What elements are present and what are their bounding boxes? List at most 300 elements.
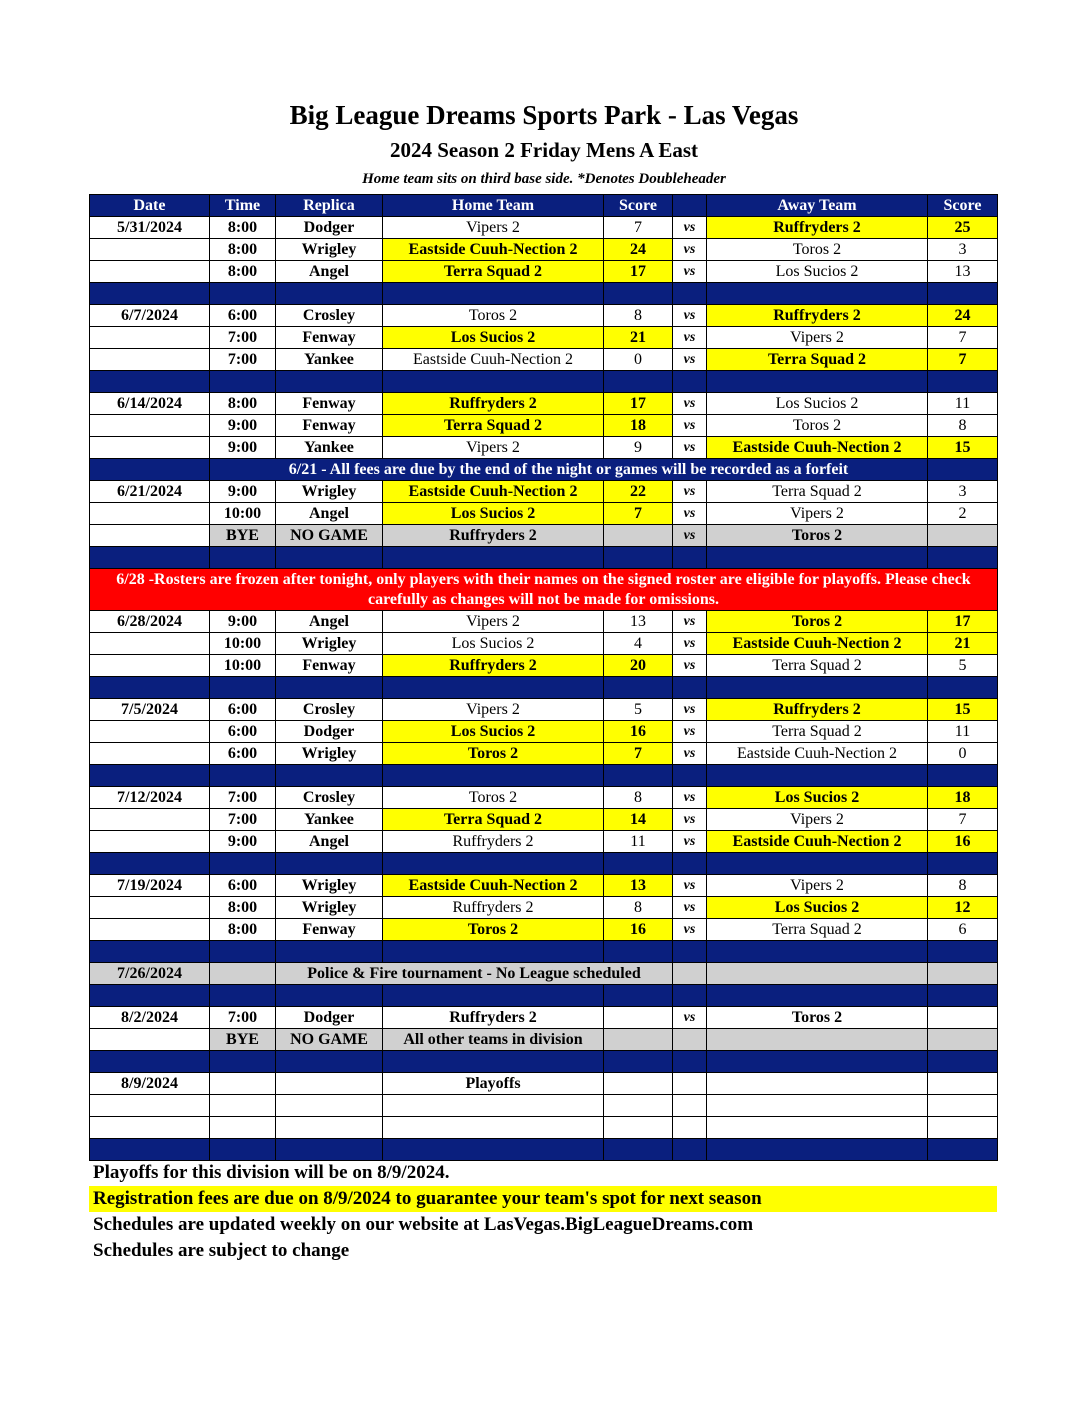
away-score-cell (928, 1007, 998, 1029)
game-row (90, 437, 998, 459)
home-score-cell: 7 (604, 503, 673, 525)
week-separator (90, 853, 998, 875)
home-score-cell: 17 (604, 393, 673, 415)
home-team-cell: Ruffryders 2 (383, 393, 604, 415)
separator-cell (276, 985, 383, 1007)
week-separator (90, 283, 998, 305)
replica-cell: Fenway (276, 655, 383, 677)
separator-cell (90, 547, 210, 569)
separator-cell (673, 371, 707, 393)
time-cell: 8:00 (210, 217, 276, 239)
time-cell: 8:00 (210, 897, 276, 919)
date-cell (90, 721, 210, 743)
separator-cell (604, 765, 673, 787)
page-title: Big League Dreams Sports Park - Las Vegas (289, 100, 799, 130)
away-team-cell: Los Sucios 2 (707, 897, 928, 919)
date-cell: 6/21/2024 (90, 481, 210, 503)
separator-cell (928, 371, 998, 393)
away-team-cell: Terra Squad 2 (707, 481, 928, 503)
replica-cell: Dodger (276, 217, 383, 239)
date-cell (90, 239, 210, 261)
date-cell: 6/14/2024 (90, 393, 210, 415)
away-team-cell: Toros 2 (707, 239, 928, 261)
time-cell: 9:00 (210, 831, 276, 853)
home-team-cell: Vipers 2 (383, 437, 604, 459)
vs-cell (673, 1117, 707, 1139)
date-cell (90, 415, 210, 437)
home-team-cell: Los Sucios 2 (383, 633, 604, 655)
home-score-cell (604, 1095, 673, 1117)
vs-cell: vs (673, 415, 707, 437)
away-team-cell: Terra Squad 2 (707, 349, 928, 371)
away-team-cell: Toros 2 (707, 611, 928, 633)
home-score-cell: 24 (604, 239, 673, 261)
vs-cell (673, 963, 707, 985)
game-row (90, 699, 998, 721)
time-cell (210, 963, 276, 985)
time-cell: 10:00 (210, 655, 276, 677)
away-score-cell: 12 (928, 897, 998, 919)
time-cell: 9:00 (210, 415, 276, 437)
home-score-cell: 4 (604, 633, 673, 655)
home-team-cell: Los Sucios 2 (383, 503, 604, 525)
week-separator (90, 547, 998, 569)
vs-cell: vs (673, 349, 707, 371)
away-score-cell (928, 1029, 998, 1051)
replica-cell: Fenway (276, 327, 383, 349)
vs-cell: vs (673, 525, 707, 547)
game-row (90, 743, 998, 765)
separator-cell (210, 1051, 276, 1073)
home-score-cell: 16 (604, 919, 673, 941)
away-score-cell: 17 (928, 611, 998, 633)
home-team-cell: Vipers 2 (383, 611, 604, 633)
time-cell: 8:00 (210, 239, 276, 261)
home-team-cell: Vipers 2 (383, 217, 604, 239)
game-row (90, 721, 998, 743)
footer-website: Schedules are updated weekly on our website at LasVegas.BigLeagueDreams.com (93, 1214, 754, 1235)
separator-cell (276, 283, 383, 305)
home-team-cell: Ruffryders 2 (383, 525, 604, 547)
separator-cell (276, 1051, 383, 1073)
footer-registration: Registration fees are due on 8/9/2024 to guarantee your team's spot for next season (89, 1186, 997, 1212)
week-separator (90, 985, 998, 1007)
separator-cell (707, 985, 928, 1007)
separator-cell (210, 941, 276, 963)
separator-cell (383, 985, 604, 1007)
time-cell (210, 1095, 276, 1117)
separator-cell (673, 1139, 707, 1161)
away-team-cell: Los Sucios 2 (707, 393, 928, 415)
away-score-cell: 7 (928, 349, 998, 371)
date-cell (90, 261, 210, 283)
home-score-cell (604, 1073, 673, 1095)
separator-cell (928, 765, 998, 787)
away-score-cell: 25 (928, 217, 998, 239)
replica-cell: Yankee (276, 809, 383, 831)
date-cell (90, 809, 210, 831)
home-score-cell: 8 (604, 305, 673, 327)
week-separator (90, 371, 998, 393)
vs-cell: vs (673, 809, 707, 831)
replica-cell: Angel (276, 611, 383, 633)
game-row (90, 809, 998, 831)
separator-cell (210, 547, 276, 569)
separator-cell (707, 677, 928, 699)
separator-cell (383, 371, 604, 393)
separator-cell (90, 1051, 210, 1073)
vs-cell: vs (673, 437, 707, 459)
separator-cell (210, 371, 276, 393)
home-score-cell: 9 (604, 437, 673, 459)
separator-cell (383, 547, 604, 569)
vs-cell: vs (673, 327, 707, 349)
away-team-cell (707, 1029, 928, 1051)
separator-cell (604, 283, 673, 305)
vs-cell: vs (673, 481, 707, 503)
separator-cell (928, 1139, 998, 1161)
separator-cell (90, 371, 210, 393)
vs-cell: vs (673, 633, 707, 655)
game-row (90, 1095, 998, 1117)
game-row (90, 655, 998, 677)
home-team-cell: Eastside Cuuh-Nection 2 (383, 349, 604, 371)
away-team-cell: Terra Squad 2 (707, 721, 928, 743)
home-team-cell (383, 1117, 604, 1139)
separator-cell (673, 765, 707, 787)
alert-row (90, 569, 998, 611)
week-separator (90, 941, 998, 963)
home-team-cell: Playoffs (383, 1073, 604, 1095)
away-score-cell: 3 (928, 481, 998, 503)
date-cell: 8/9/2024 (90, 1073, 210, 1095)
vs-cell (673, 1073, 707, 1095)
replica-cell (276, 1117, 383, 1139)
replica-cell: NO GAME (276, 525, 383, 547)
vs-cell: vs (673, 875, 707, 897)
game-row (90, 875, 998, 897)
vs-cell: vs (673, 897, 707, 919)
home-team-cell: Toros 2 (383, 743, 604, 765)
game-row (90, 831, 998, 853)
home-score-cell: 11 (604, 831, 673, 853)
replica-cell: Crosley (276, 305, 383, 327)
time-cell (210, 1117, 276, 1139)
away-team-cell: Ruffryders 2 (707, 217, 928, 239)
separator-cell (707, 371, 928, 393)
away-score-cell: 16 (928, 831, 998, 853)
separator-cell (276, 1139, 383, 1161)
separator-cell (210, 853, 276, 875)
vs-cell: vs (673, 1007, 707, 1029)
home-score-cell: 7 (604, 217, 673, 239)
separator-cell (210, 677, 276, 699)
header-replica: Replica (276, 195, 383, 217)
replica-cell: Crosley (276, 787, 383, 809)
away-score-cell: 6 (928, 919, 998, 941)
away-score-cell: 15 (928, 699, 998, 721)
date-cell: 6/7/2024 (90, 305, 210, 327)
time-cell: 7:00 (210, 1007, 276, 1029)
game-row (90, 919, 998, 941)
date-cell: 5/31/2024 (90, 217, 210, 239)
date-cell: 7/5/2024 (90, 699, 210, 721)
replica-cell: Wrigley (276, 633, 383, 655)
away-score-cell (928, 1095, 998, 1117)
separator-cell (707, 1051, 928, 1073)
replica-cell: Dodger (276, 721, 383, 743)
schedule-note: Home team sits on third base side. *Denotes Doubleheader (362, 171, 726, 187)
away-team-cell: Los Sucios 2 (707, 787, 928, 809)
separator-cell (707, 547, 928, 569)
time-cell: 10:00 (210, 503, 276, 525)
home-score-cell: 7 (604, 743, 673, 765)
home-score-cell: 13 (604, 875, 673, 897)
time-cell: 6:00 (210, 305, 276, 327)
replica-cell: Fenway (276, 919, 383, 941)
replica-cell: Yankee (276, 437, 383, 459)
home-team-cell: All other teams in division (383, 1029, 604, 1051)
week-separator (90, 1139, 998, 1161)
no-league-text: Police & Fire tournament - No League scheduled (276, 963, 673, 985)
separator-cell (928, 283, 998, 305)
notice-cell (928, 459, 998, 481)
time-cell (210, 1073, 276, 1095)
date-cell: 8/2/2024 (90, 1007, 210, 1029)
separator-cell (673, 283, 707, 305)
away-team-cell: Ruffryders 2 (707, 305, 928, 327)
vs-cell: vs (673, 743, 707, 765)
vs-cell: vs (673, 305, 707, 327)
home-team-cell: Terra Squad 2 (383, 261, 604, 283)
separator-cell (673, 985, 707, 1007)
separator-cell (707, 283, 928, 305)
separator-cell (276, 765, 383, 787)
away-team-cell (707, 1073, 928, 1095)
replica-cell: Wrigley (276, 897, 383, 919)
home-score-cell: 14 (604, 809, 673, 831)
vs-cell: vs (673, 393, 707, 415)
home-score-cell: 13 (604, 611, 673, 633)
home-team-cell: Ruffryders 2 (383, 1007, 604, 1029)
separator-cell (604, 677, 673, 699)
away-score-cell: 11 (928, 393, 998, 415)
date-cell (90, 349, 210, 371)
game-row (90, 261, 998, 283)
separator-cell (383, 1139, 604, 1161)
away-team-cell (707, 963, 928, 985)
home-score-cell: 17 (604, 261, 673, 283)
game-row (90, 897, 998, 919)
away-score-cell: 21 (928, 633, 998, 655)
home-team-cell: Eastside Cuuh-Nection 2 (383, 239, 604, 261)
separator-cell (604, 1051, 673, 1073)
replica-cell: Wrigley (276, 743, 383, 765)
no-league-row (90, 963, 998, 985)
time-cell: BYE (210, 1029, 276, 1051)
game-row (90, 1117, 998, 1139)
schedule-table (89, 194, 998, 1161)
vs-cell (673, 1029, 707, 1051)
away-score-cell (928, 525, 998, 547)
separator-cell (90, 985, 210, 1007)
vs-cell: vs (673, 787, 707, 809)
separator-cell (604, 1139, 673, 1161)
vs-cell: vs (673, 721, 707, 743)
away-score-cell: 15 (928, 437, 998, 459)
time-cell: 6:00 (210, 875, 276, 897)
separator-cell (210, 985, 276, 1007)
replica-cell: Wrigley (276, 875, 383, 897)
date-cell (90, 503, 210, 525)
replica-cell: Angel (276, 831, 383, 853)
date-cell (90, 525, 210, 547)
time-cell: 6:00 (210, 699, 276, 721)
separator-cell (383, 941, 604, 963)
away-score-cell: 8 (928, 875, 998, 897)
game-row (90, 633, 998, 655)
game-row (90, 1073, 998, 1095)
time-cell: 9:00 (210, 437, 276, 459)
replica-cell: Fenway (276, 393, 383, 415)
separator-cell (90, 853, 210, 875)
separator-cell (383, 765, 604, 787)
page-subtitle: 2024 Season 2 Friday Mens A East (389, 138, 699, 162)
away-score-cell: 24 (928, 305, 998, 327)
home-team-cell: Toros 2 (383, 919, 604, 941)
separator-cell (604, 941, 673, 963)
home-score-cell (604, 1117, 673, 1139)
away-team-cell: Terra Squad 2 (707, 655, 928, 677)
game-row (90, 481, 998, 503)
time-cell: 7:00 (210, 809, 276, 831)
time-cell: 9:00 (210, 611, 276, 633)
away-team-cell: Eastside Cuuh-Nection 2 (707, 743, 928, 765)
time-cell: 8:00 (210, 261, 276, 283)
separator-cell (90, 1139, 210, 1161)
vs-cell: vs (673, 611, 707, 633)
date-cell (90, 1095, 210, 1117)
home-team-cell: Terra Squad 2 (383, 809, 604, 831)
game-row (90, 327, 998, 349)
away-score-cell: 7 (928, 809, 998, 831)
away-score-cell (928, 1073, 998, 1095)
away-team-cell: Terra Squad 2 (707, 919, 928, 941)
separator-cell (276, 371, 383, 393)
away-score-cell (928, 963, 998, 985)
separator-cell (707, 941, 928, 963)
time-cell: 7:00 (210, 327, 276, 349)
away-score-cell: 8 (928, 415, 998, 437)
separator-cell (210, 765, 276, 787)
separator-cell (383, 677, 604, 699)
separator-cell (383, 853, 604, 875)
separator-cell (210, 283, 276, 305)
separator-cell (90, 677, 210, 699)
header-home-team: Home Team (383, 195, 604, 217)
time-cell: 6:00 (210, 743, 276, 765)
separator-cell (276, 853, 383, 875)
bye-row (90, 1029, 998, 1051)
date-cell (90, 633, 210, 655)
game-row (90, 349, 998, 371)
alert-text: 6/28 -Rosters are frozen after tonight, only players with their names on the signed roster are eligible for playoffs. Please check carefully as changes will not be made for omissions. (90, 569, 998, 611)
game-row (90, 239, 998, 261)
vs-cell (673, 1095, 707, 1117)
home-score-cell (604, 1007, 673, 1029)
separator-cell (604, 985, 673, 1007)
time-cell: 7:00 (210, 787, 276, 809)
separator-cell (604, 547, 673, 569)
date-cell (90, 655, 210, 677)
game-row (90, 503, 998, 525)
separator-cell (707, 1139, 928, 1161)
date-cell: 7/26/2024 (90, 963, 210, 985)
game-row (90, 305, 998, 327)
home-team-cell: Ruffryders 2 (383, 655, 604, 677)
replica-cell: Wrigley (276, 481, 383, 503)
time-cell: 8:00 (210, 393, 276, 415)
separator-cell (673, 1051, 707, 1073)
separator-cell (928, 853, 998, 875)
replica-cell (276, 1095, 383, 1117)
table-header-row (90, 195, 998, 217)
separator-cell (673, 677, 707, 699)
header-home-score: Score (604, 195, 673, 217)
separator-cell (928, 1051, 998, 1073)
vs-cell: vs (673, 831, 707, 853)
away-score-cell: 0 (928, 743, 998, 765)
away-team-cell: Toros 2 (707, 525, 928, 547)
date-cell (90, 897, 210, 919)
vs-cell: vs (673, 239, 707, 261)
time-cell: BYE (210, 525, 276, 547)
away-score-cell: 5 (928, 655, 998, 677)
separator-cell (604, 371, 673, 393)
away-score-cell: 11 (928, 721, 998, 743)
home-score-cell (604, 525, 673, 547)
away-team-cell (707, 1095, 928, 1117)
away-team-cell: Vipers 2 (707, 875, 928, 897)
home-team-cell: Eastside Cuuh-Nection 2 (383, 481, 604, 503)
separator-cell (928, 985, 998, 1007)
home-team-cell: Los Sucios 2 (383, 327, 604, 349)
replica-cell (276, 1073, 383, 1095)
vs-cell: vs (673, 919, 707, 941)
away-team-cell: Toros 2 (707, 1007, 928, 1029)
home-score-cell: 22 (604, 481, 673, 503)
notice-row (90, 459, 998, 481)
away-team-cell: Eastside Cuuh-Nection 2 (707, 437, 928, 459)
away-team-cell: Eastside Cuuh-Nection 2 (707, 831, 928, 853)
away-team-cell: Toros 2 (707, 415, 928, 437)
separator-cell (90, 765, 210, 787)
separator-cell (276, 941, 383, 963)
header-away-score: Score (928, 195, 998, 217)
replica-cell: Fenway (276, 415, 383, 437)
away-score-cell: 2 (928, 503, 998, 525)
replica-cell: Yankee (276, 349, 383, 371)
header-date: Date (90, 195, 210, 217)
away-score-cell: 18 (928, 787, 998, 809)
home-score-cell: 5 (604, 699, 673, 721)
separator-cell (210, 1139, 276, 1161)
vs-cell: vs (673, 655, 707, 677)
date-cell (90, 831, 210, 853)
separator-cell (928, 677, 998, 699)
home-score-cell: 16 (604, 721, 673, 743)
date-cell: 7/12/2024 (90, 787, 210, 809)
